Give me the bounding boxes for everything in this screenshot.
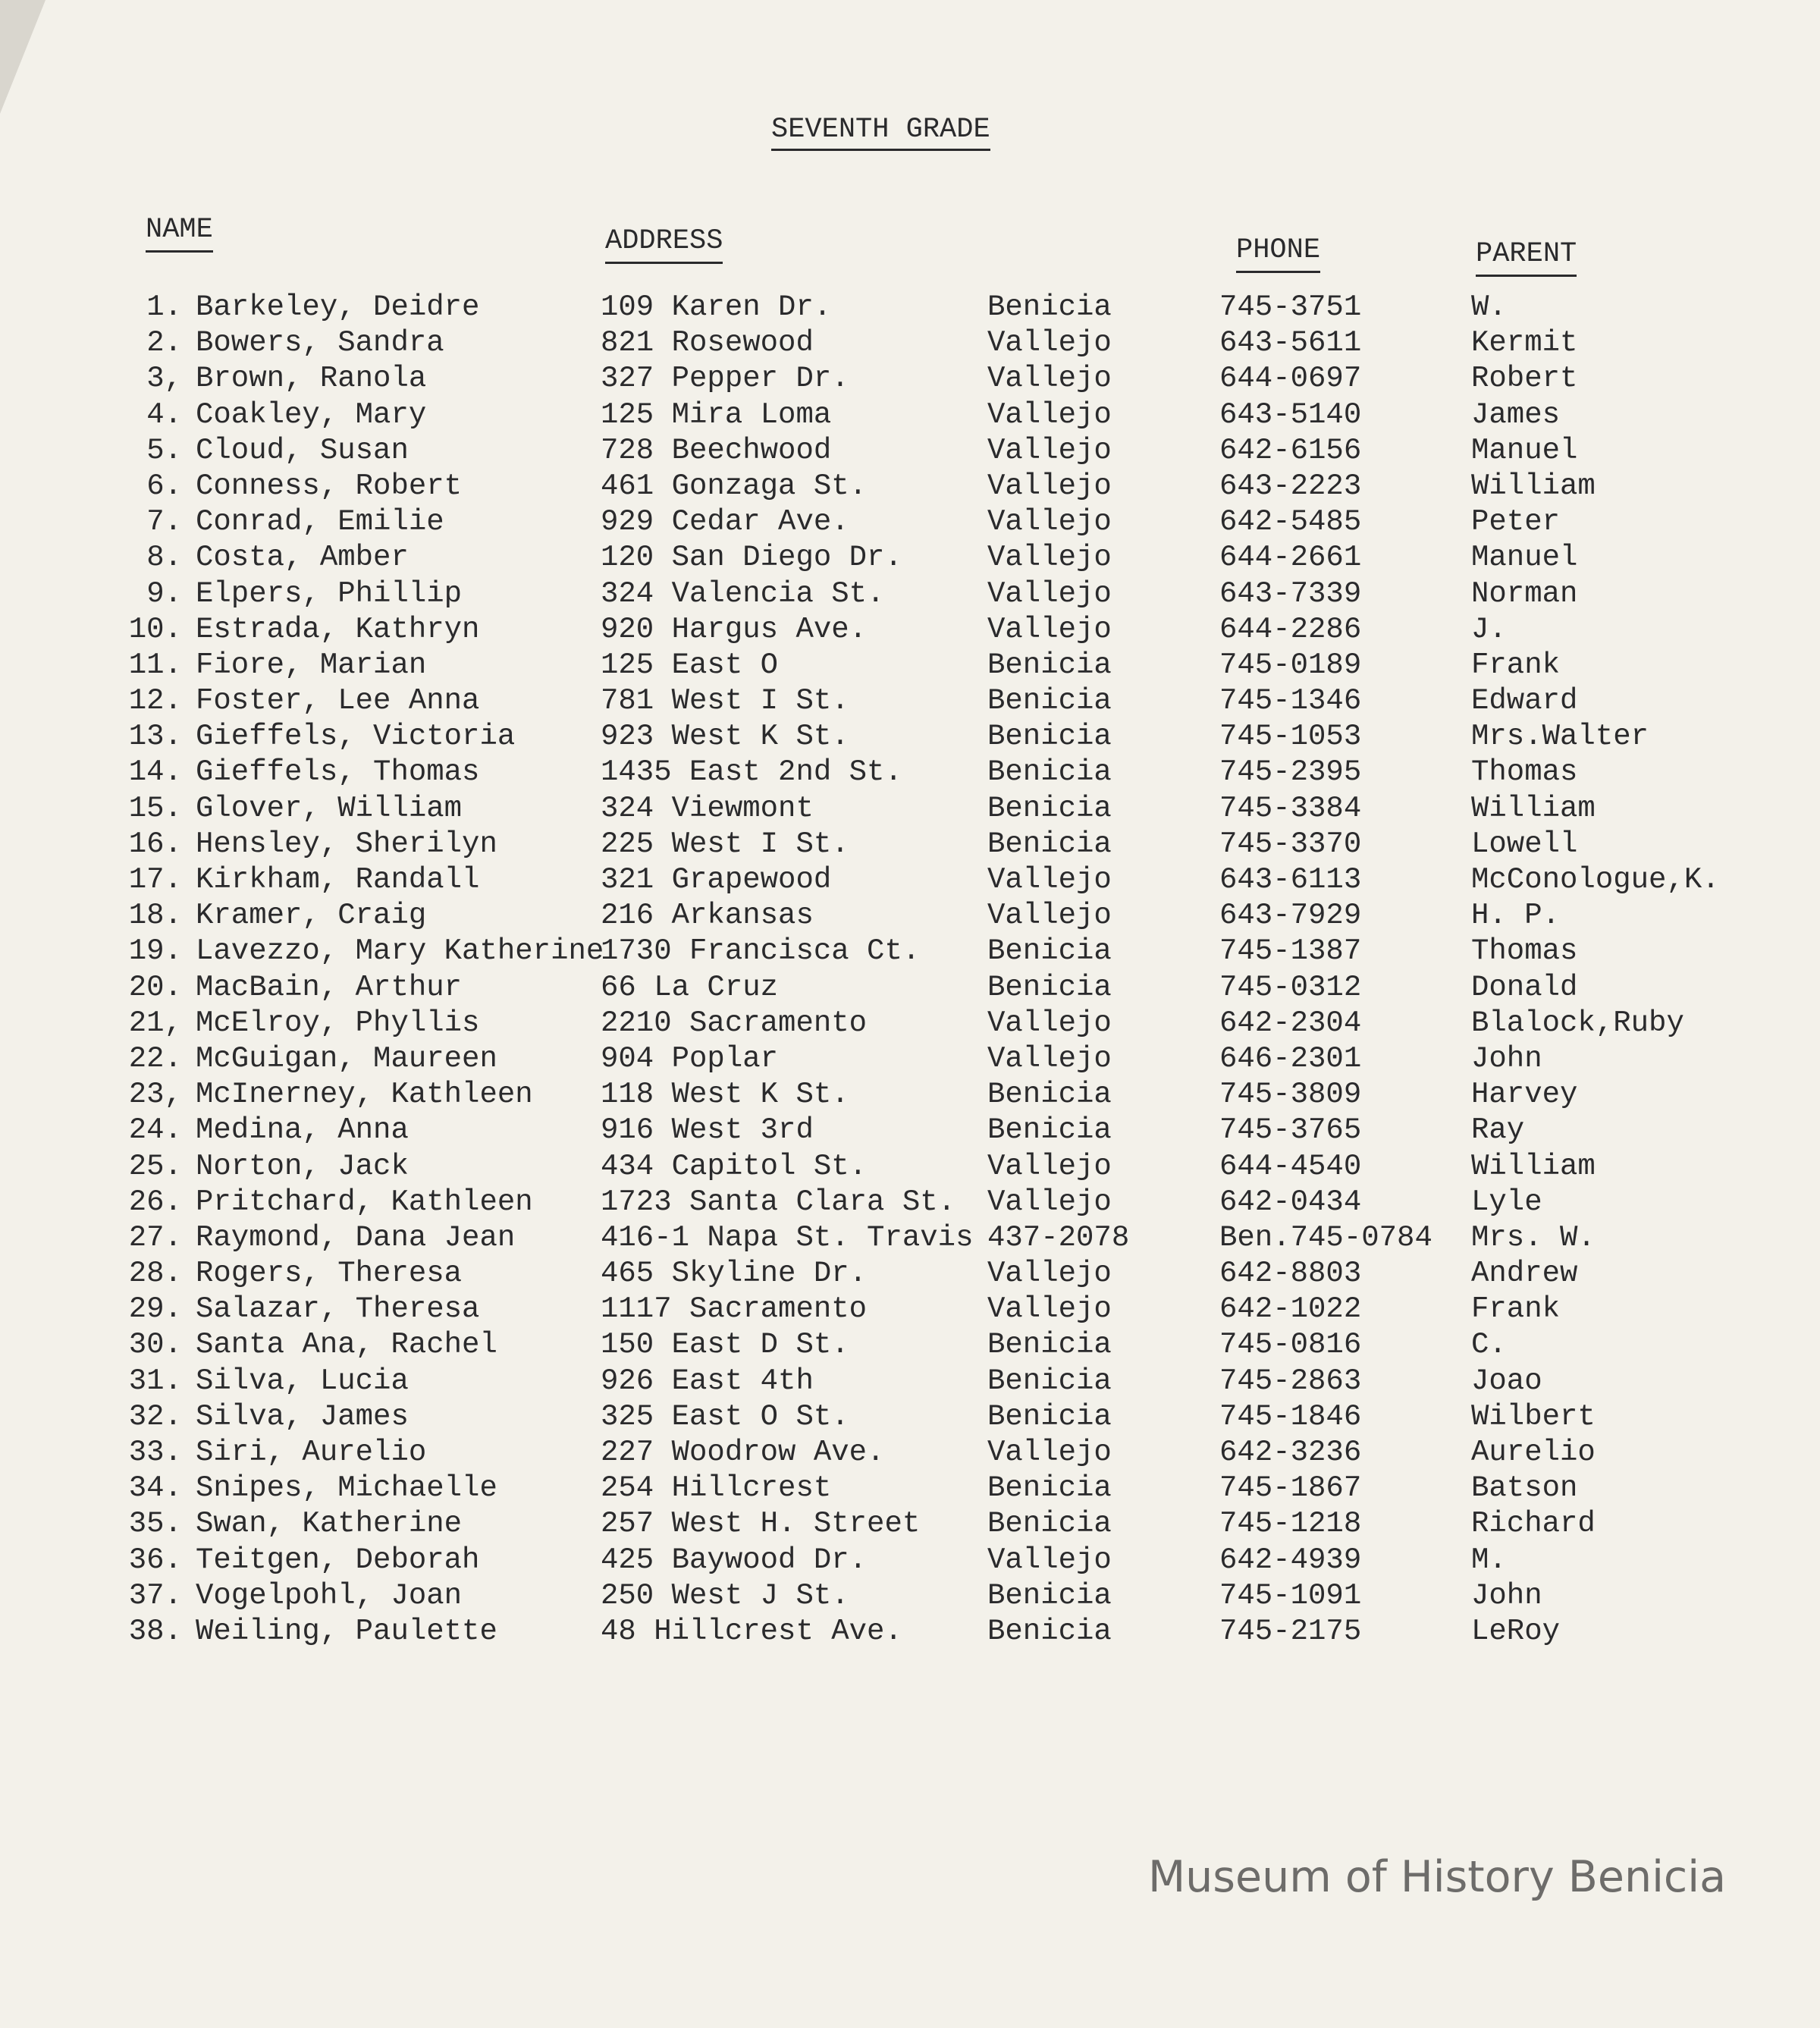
column-header-name: NAME <box>146 214 213 253</box>
student-city: Benicia <box>987 1471 1112 1505</box>
student-number: 27. <box>128 1220 182 1254</box>
student-number: 14. <box>128 755 182 790</box>
student-city: Vallejo <box>987 1006 1112 1040</box>
student-name: Medina, Anna <box>196 1113 409 1147</box>
student-number: 8. <box>146 541 182 575</box>
student-name: Swan, Katherine <box>196 1507 463 1541</box>
student-phone: 745-3751 <box>1219 290 1362 324</box>
student-city: Vallejo <box>987 326 1112 360</box>
student-number: 15. <box>128 791 182 825</box>
student-city: Benicia <box>987 1399 1112 1433</box>
student-address: 66 La Cruz <box>601 970 779 1004</box>
student-phone: 745-1218 <box>1219 1507 1362 1541</box>
student-number: 21, <box>128 1006 182 1040</box>
student-number: 24. <box>128 1113 182 1147</box>
student-row <box>0 1614 1820 1650</box>
student-phone: 745-1091 <box>1219 1578 1362 1612</box>
student-city: Vallejo <box>987 469 1112 503</box>
student-name: Conness, Robert <box>196 469 463 503</box>
student-row <box>0 576 1820 612</box>
student-city: Vallejo <box>987 576 1112 611</box>
student-phone: 643-5611 <box>1219 326 1362 360</box>
student-address: 434 Capitol St. <box>601 1149 868 1183</box>
student-name: Fiore, Marian <box>196 648 427 682</box>
student-row <box>0 898 1820 934</box>
student-number: 7. <box>146 505 182 539</box>
student-number: 17. <box>128 863 182 896</box>
student-phone: 643-7929 <box>1219 899 1362 933</box>
student-name: Pritchard, Kathleen <box>196 1185 533 1219</box>
student-address: 920 Hargus Ave. <box>601 612 868 646</box>
student-number: 11. <box>128 648 182 682</box>
student-city: Benicia <box>987 1078 1112 1112</box>
student-row <box>0 397 1820 433</box>
student-row <box>0 1471 1820 1506</box>
student-parent: Aurelio <box>1471 1436 1596 1469</box>
student-row <box>0 827 1820 862</box>
student-name: MacBain, Arthur <box>196 970 463 1004</box>
student-phone: 644-4540 <box>1219 1149 1362 1183</box>
student-number: 38. <box>128 1614 182 1648</box>
student-address: 48 Hillcrest Ave. <box>601 1614 902 1648</box>
student-address: 781 West I St. <box>601 684 849 718</box>
student-address: 1117 Sacramento <box>601 1292 868 1326</box>
student-row <box>0 683 1820 719</box>
student-name: McElroy, Phyllis <box>196 1006 480 1040</box>
page-corner-fold <box>0 0 46 114</box>
student-row <box>0 1506 1820 1542</box>
student-number: 13. <box>128 720 182 754</box>
student-name: Cloud, Susan <box>196 433 409 467</box>
student-city: Vallejo <box>987 433 1112 467</box>
student-phone: 643-6113 <box>1219 863 1362 896</box>
student-name: Weiling, Paulette <box>196 1614 497 1648</box>
student-name: Brown, Ranola <box>196 362 427 396</box>
student-number: 35. <box>128 1507 182 1541</box>
student-row <box>0 1185 1820 1220</box>
page-title: SEVENTH GRADE <box>771 114 990 151</box>
student-name: Snipes, Michaelle <box>196 1471 497 1505</box>
student-phone: 643-2223 <box>1219 469 1362 503</box>
student-name: Costa, Amber <box>196 541 409 575</box>
student-address: 150 East D St. <box>601 1328 849 1362</box>
student-number: 10. <box>128 612 182 646</box>
student-address: 325 East O St. <box>601 1399 849 1433</box>
student-name: Vogelpohl, Joan <box>196 1578 463 1612</box>
student-row <box>0 970 1820 1006</box>
student-address: 461 Gonzaga St. <box>601 469 868 503</box>
student-row <box>0 1256 1820 1292</box>
student-phone: 745-1846 <box>1219 1399 1362 1433</box>
student-city: Vallejo <box>987 1041 1112 1075</box>
student-name: Gieffels, Thomas <box>196 755 480 790</box>
student-phone: 642-6156 <box>1219 433 1362 467</box>
student-number: 29. <box>128 1292 182 1326</box>
student-address: 227 Woodrow Ave. <box>601 1436 885 1469</box>
student-name: Estrada, Kathryn <box>196 612 480 646</box>
student-row <box>0 433 1820 469</box>
student-number: 31. <box>128 1364 182 1398</box>
student-parent: J. <box>1471 612 1507 646</box>
student-parent: Thomas <box>1471 755 1578 790</box>
student-name: McGuigan, Maureen <box>196 1041 497 1075</box>
student-address: 250 West J St. <box>601 1578 849 1612</box>
student-parent: Harvey <box>1471 1078 1578 1112</box>
student-phone: 644-2661 <box>1219 541 1362 575</box>
student-number: 5. <box>146 433 182 467</box>
student-address: 1723 Santa Clara St. <box>601 1185 956 1219</box>
student-number: 25. <box>128 1149 182 1183</box>
student-name: Foster, Lee Anna <box>196 684 480 718</box>
student-phone: 642-4939 <box>1219 1543 1362 1577</box>
student-name: Santa Ana, Rachel <box>196 1328 497 1362</box>
student-parent: Blalock,Ruby <box>1471 1006 1684 1040</box>
student-city: Vallejo <box>987 1257 1112 1291</box>
student-number: 12. <box>128 684 182 718</box>
student-parent: LeRoy <box>1471 1614 1561 1648</box>
student-phone: 745-0312 <box>1219 970 1362 1004</box>
column-header-parent: PARENT <box>1476 238 1577 277</box>
student-phone: 745-1053 <box>1219 720 1362 754</box>
student-address: 125 East O <box>601 648 779 682</box>
student-city: 437-2078 <box>987 1220 1130 1254</box>
student-row <box>0 325 1820 361</box>
student-address: 120 San Diego Dr. <box>601 541 902 575</box>
student-city: Vallejo <box>987 362 1112 396</box>
student-name: Lavezzo, Mary Katherine <box>196 934 604 968</box>
student-number: 20. <box>128 970 182 1004</box>
student-name: Bowers, Sandra <box>196 326 444 360</box>
student-phone: 646-2301 <box>1219 1041 1362 1075</box>
student-name: Raymond, Dana Jean <box>196 1220 516 1254</box>
student-row <box>0 1435 1820 1471</box>
student-parent: C. <box>1471 1328 1507 1362</box>
student-city: Vallejo <box>987 541 1112 575</box>
student-row <box>0 1543 1820 1578</box>
student-address: 926 East 4th <box>601 1364 814 1398</box>
student-name: Silva, James <box>196 1399 409 1433</box>
student-phone: 745-1867 <box>1219 1471 1362 1505</box>
student-address: 225 West I St. <box>601 827 849 861</box>
student-city: Vallejo <box>987 612 1112 646</box>
student-number: 2. <box>146 326 182 360</box>
student-phone: 642-5485 <box>1219 505 1362 539</box>
student-number: 34. <box>128 1471 182 1505</box>
student-row <box>0 1006 1820 1041</box>
student-number: 26. <box>128 1185 182 1219</box>
student-city: Benicia <box>987 1113 1112 1147</box>
student-city: Benicia <box>987 755 1112 790</box>
student-row <box>0 469 1820 504</box>
student-address: 416-1 Napa St. Travis <box>601 1220 974 1254</box>
student-name: Silva, Lucia <box>196 1364 409 1398</box>
student-number: 36. <box>128 1543 182 1577</box>
student-address: 257 West H. Street <box>601 1507 921 1541</box>
student-parent: M. <box>1471 1543 1507 1577</box>
student-address: 109 Karen Dr. <box>601 290 832 324</box>
student-row <box>0 1077 1820 1113</box>
student-number: 6. <box>146 469 182 503</box>
student-address: 425 Baywood Dr. <box>601 1543 868 1577</box>
column-header-address: ADDRESS <box>605 225 723 264</box>
student-phone: 642-8803 <box>1219 1257 1362 1291</box>
student-address: 1435 East 2nd St. <box>601 755 902 790</box>
student-phone: 745-3370 <box>1219 827 1362 861</box>
student-parent: Richard <box>1471 1507 1596 1541</box>
student-parent: Lyle <box>1471 1185 1542 1219</box>
student-parent: Frank <box>1471 648 1561 682</box>
student-row <box>0 648 1820 683</box>
student-phone: 643-7339 <box>1219 576 1362 611</box>
student-row <box>0 1113 1820 1148</box>
student-parent: Frank <box>1471 1292 1561 1326</box>
student-row <box>0 290 1820 325</box>
student-parent: Mrs. W. <box>1471 1220 1596 1254</box>
student-number: 18. <box>128 899 182 933</box>
student-number: 22. <box>128 1041 182 1075</box>
student-phone: 745-2863 <box>1219 1364 1362 1398</box>
student-address: 321 Grapewood <box>601 863 832 896</box>
student-phone: 643-5140 <box>1219 397 1362 432</box>
student-address: 923 West K St. <box>601 720 849 754</box>
student-parent: Robert <box>1471 362 1578 396</box>
student-city: Benicia <box>987 827 1112 861</box>
student-city: Benicia <box>987 290 1112 324</box>
student-parent: William <box>1471 469 1596 503</box>
student-parent: Ray <box>1471 1113 1525 1147</box>
student-name: Rogers, Theresa <box>196 1257 463 1291</box>
student-row <box>0 1399 1820 1435</box>
student-city: Benicia <box>987 934 1112 968</box>
student-parent: Donald <box>1471 970 1578 1004</box>
student-parent: Peter <box>1471 505 1561 539</box>
student-number: 19. <box>128 934 182 968</box>
student-row <box>0 719 1820 755</box>
student-city: Benicia <box>987 1578 1112 1612</box>
student-address: 904 Poplar <box>601 1041 779 1075</box>
student-phone: 745-3765 <box>1219 1113 1362 1147</box>
student-city: Benicia <box>987 684 1112 718</box>
student-name: Hensley, Sherilyn <box>196 827 497 861</box>
student-phone: 745-2175 <box>1219 1614 1362 1648</box>
student-number: 9. <box>146 576 182 611</box>
student-address: 324 Valencia St. <box>601 576 885 611</box>
student-row <box>0 612 1820 648</box>
student-name: Glover, William <box>196 791 463 825</box>
student-phone: 642-3236 <box>1219 1436 1362 1469</box>
student-parent: W. <box>1471 290 1507 324</box>
student-address: 118 West K St. <box>601 1078 849 1112</box>
student-address: 254 Hillcrest <box>601 1471 832 1505</box>
student-parent: John <box>1471 1578 1542 1612</box>
student-name: Coakley, Mary <box>196 397 427 432</box>
student-city: Vallejo <box>987 397 1112 432</box>
student-phone: 745-1346 <box>1219 684 1362 718</box>
student-phone: 745-0189 <box>1219 648 1362 682</box>
student-city: Benicia <box>987 648 1112 682</box>
student-city: Benicia <box>987 791 1112 825</box>
student-phone: 642-1022 <box>1219 1292 1362 1326</box>
museum-watermark: Museum of History Benicia <box>1148 1852 1727 1902</box>
student-parent: Manuel <box>1471 541 1578 575</box>
student-name: Kirkham, Randall <box>196 863 480 896</box>
student-row <box>0 361 1820 397</box>
student-name: Elpers, Phillip <box>196 576 463 611</box>
student-phone: Ben.745-0784 <box>1219 1220 1432 1254</box>
student-row <box>0 1364 1820 1399</box>
student-phone: 642-2304 <box>1219 1006 1362 1040</box>
student-number: 37. <box>128 1578 182 1612</box>
student-phone: 745-1387 <box>1219 934 1362 968</box>
student-address: 821 Rosewood <box>601 326 814 360</box>
student-address: 916 West 3rd <box>601 1113 814 1147</box>
student-address: 125 Mira Loma <box>601 397 832 432</box>
student-row <box>0 1041 1820 1077</box>
student-number: 16. <box>128 827 182 861</box>
student-row <box>0 540 1820 576</box>
student-name: Teitgen, Deborah <box>196 1543 480 1577</box>
student-row <box>0 862 1820 898</box>
student-row <box>0 934 1820 969</box>
student-city: Vallejo <box>987 1543 1112 1577</box>
student-city: Benicia <box>987 970 1112 1004</box>
student-city: Vallejo <box>987 505 1112 539</box>
student-city: Vallejo <box>987 1185 1112 1219</box>
student-address: 2210 Sacramento <box>601 1006 868 1040</box>
student-city: Benicia <box>987 1328 1112 1362</box>
student-name: Norton, Jack <box>196 1149 409 1183</box>
student-number: 4. <box>146 397 182 432</box>
student-row <box>0 1578 1820 1614</box>
student-phone: 644-0697 <box>1219 362 1362 396</box>
student-city: Benicia <box>987 1364 1112 1398</box>
student-row <box>0 1149 1820 1185</box>
student-row <box>0 1292 1820 1327</box>
student-row <box>0 1220 1820 1256</box>
student-parent: Wilbert <box>1471 1399 1596 1433</box>
student-parent: McConologue,K. <box>1471 863 1720 896</box>
student-name: Kramer, Craig <box>196 899 427 933</box>
student-number: 28. <box>128 1257 182 1291</box>
student-address: 728 Beechwood <box>601 433 832 467</box>
student-city: Benicia <box>987 720 1112 754</box>
student-name: Salazar, Theresa <box>196 1292 480 1326</box>
student-city: Benicia <box>987 1614 1112 1648</box>
student-number: 1. <box>146 290 182 324</box>
student-number: 23, <box>128 1078 182 1112</box>
student-phone: 745-0816 <box>1219 1328 1362 1362</box>
student-row <box>0 755 1820 790</box>
student-number: 3, <box>146 362 182 396</box>
student-parent: Joao <box>1471 1364 1542 1398</box>
student-name: McInerney, Kathleen <box>196 1078 533 1112</box>
student-parent: Edward <box>1471 684 1578 718</box>
student-address: 327 Pepper Dr. <box>601 362 849 396</box>
student-parent: Manuel <box>1471 433 1578 467</box>
student-row <box>0 791 1820 827</box>
student-row <box>0 504 1820 540</box>
student-name: Barkeley, Deidre <box>196 290 480 324</box>
student-parent: Andrew <box>1471 1257 1578 1291</box>
student-phone: 642-0434 <box>1219 1185 1362 1219</box>
student-number: 33. <box>128 1436 182 1469</box>
student-city: Vallejo <box>987 863 1112 896</box>
student-parent: James <box>1471 397 1561 432</box>
student-city: Vallejo <box>987 1292 1112 1326</box>
student-name: Gieffels, Victoria <box>196 720 516 754</box>
student-address: 929 Cedar Ave. <box>601 505 849 539</box>
student-name: Siri, Aurelio <box>196 1436 427 1469</box>
student-parent: John <box>1471 1041 1542 1075</box>
student-address: 1730 Francisca Ct. <box>601 934 921 968</box>
student-list <box>0 290 1820 1650</box>
student-number: 30. <box>128 1328 182 1362</box>
student-parent: Batson <box>1471 1471 1578 1505</box>
student-parent: Lowell <box>1471 827 1578 861</box>
student-number: 32. <box>128 1399 182 1433</box>
student-parent: William <box>1471 791 1596 825</box>
student-phone: 745-3384 <box>1219 791 1362 825</box>
student-address: 216 Arkansas <box>601 899 814 933</box>
column-header-phone: PHONE <box>1236 234 1320 273</box>
student-row <box>0 1327 1820 1363</box>
student-parent: Mrs.Walter <box>1471 720 1649 754</box>
student-parent: H. P. <box>1471 899 1561 933</box>
student-parent: William <box>1471 1149 1596 1183</box>
student-phone: 745-3809 <box>1219 1078 1362 1112</box>
student-phone: 644-2286 <box>1219 612 1362 646</box>
student-name: Conrad, Emilie <box>196 505 444 539</box>
student-phone: 745-2395 <box>1219 755 1362 790</box>
student-parent: Kermit <box>1471 326 1578 360</box>
student-address: 465 Skyline Dr. <box>601 1257 868 1291</box>
student-parent: Thomas <box>1471 934 1578 968</box>
student-city: Benicia <box>987 1507 1112 1541</box>
student-parent: Norman <box>1471 576 1578 611</box>
student-address: 324 Viewmont <box>601 791 814 825</box>
student-city: Vallejo <box>987 1436 1112 1469</box>
student-city: Vallejo <box>987 1149 1112 1183</box>
student-city: Vallejo <box>987 899 1112 933</box>
